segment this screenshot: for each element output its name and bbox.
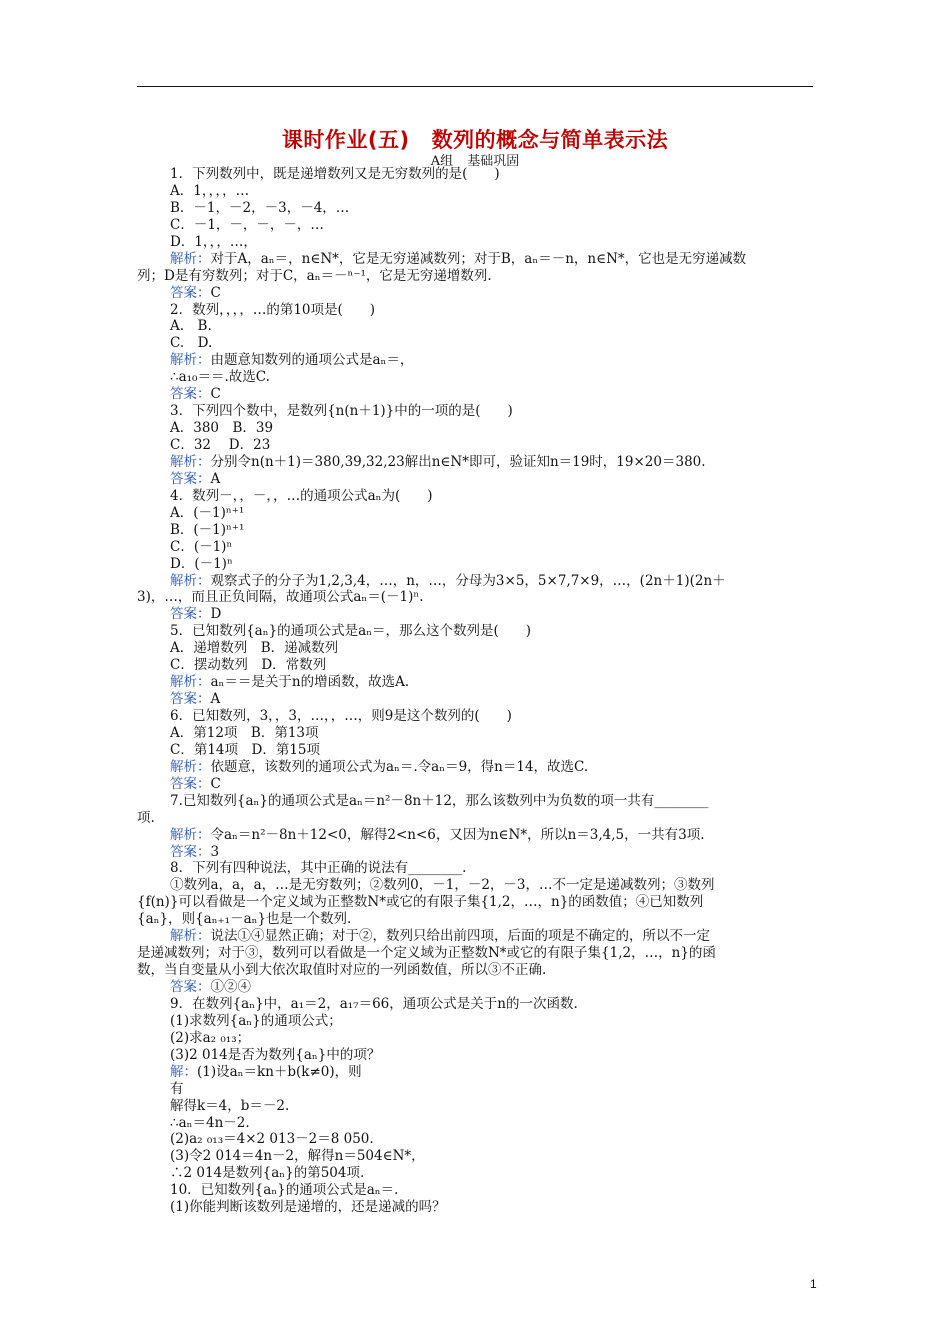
line-text: C: [210, 284, 221, 301]
analysis-label: 解析：: [170, 758, 211, 775]
text-line: [137, 420, 813, 437]
line-text: 由题意知数列的通项公式是aₙ＝，: [210, 352, 414, 369]
page-number: 1: [810, 1277, 817, 1291]
line-text: C. D.: [170, 335, 213, 352]
line-text: (2)求a₂ ₀₁₃；: [170, 1029, 251, 1046]
analysis-label: 解析：: [170, 250, 211, 267]
line-text: (1)设aₙ＝kn＋b(k≠0)，则: [197, 1063, 362, 1080]
text-line: [137, 522, 813, 539]
answer-label: 答案：: [170, 606, 211, 623]
text-line: [137, 217, 813, 234]
solution-label: 解：: [170, 1063, 197, 1080]
group-name: 基础巩固: [467, 154, 520, 169]
line-text: C．(－1)ⁿ: [170, 538, 233, 555]
text-line: [137, 166, 813, 183]
line-text: A. B.: [170, 318, 212, 335]
line-text: ①数列a，a，a，…是无穷数列；②数列0，－1，－2，－3，…不一定是递减数列；③数列: [170, 877, 715, 894]
answer-label: 答案：: [170, 284, 211, 301]
text-line: [137, 234, 813, 251]
line-text: A: [210, 470, 221, 487]
line-text: aₙ＝＝是关于n的增函数，故选A.: [210, 674, 410, 691]
answer-line: [137, 471, 813, 488]
line-text: C．第14项 D．第15项: [170, 741, 321, 758]
text-line: [137, 318, 813, 335]
line-text: ∴2 014是数列{aₙ}的第504项.: [170, 1165, 365, 1182]
text-line: [137, 1165, 813, 1182]
text-line: [137, 657, 813, 674]
analysis-line: [137, 674, 813, 691]
text-line: [137, 945, 813, 962]
line-text: C．32 D．23: [170, 437, 271, 453]
line-text: 3．下列四个数中，是数列{n(n＋1)}中的一项的是( ): [170, 403, 513, 420]
text-line: [137, 1182, 813, 1199]
text-line: [137, 200, 813, 217]
answer-line: [137, 606, 813, 623]
solution-line: [137, 1064, 813, 1081]
line-text: A．(－1)ⁿ⁺¹: [170, 504, 245, 521]
line-text: 3)，…，而且正负间隔，故通项公式aₙ＝(－1)ⁿ.: [137, 589, 424, 606]
text-line: [137, 877, 813, 894]
text-line: [137, 810, 813, 827]
analysis-line: [137, 759, 813, 776]
line-text: 3: [210, 843, 220, 860]
answer-line: [137, 776, 813, 793]
line-text: ∴a₁₀＝＝.故选C.: [170, 369, 270, 386]
line-text: (3)令2 014＝4n－2，解得n＝504∈N*，: [170, 1148, 425, 1165]
text-line: [137, 1131, 813, 1148]
line-text: A: [210, 691, 221, 708]
text-line: [137, 183, 813, 200]
answer-line: [137, 979, 813, 996]
answer-label: 答案：: [170, 775, 211, 792]
text-line: [137, 708, 813, 725]
text-line: [137, 793, 813, 810]
text-line: [137, 1115, 813, 1132]
line-text: 4．数列－，，－，，…的通项公式aₙ为( ): [170, 487, 433, 504]
line-text: 观察式子的分子为1,2,3,4，…，n，…，分母为3×5，5×7,7×9，…，(2n＋1)(2n＋: [210, 572, 726, 589]
line-text: 列；D是有穷数列；对于C，aₙ＝－ⁿ⁻¹，它是无穷递增数列.: [137, 267, 492, 284]
text-line: [137, 369, 813, 386]
text-line: [137, 1013, 813, 1030]
analysis-label: 解析：: [170, 572, 211, 589]
text-line: [137, 302, 813, 319]
line-text: D．(－1)ⁿ: [170, 555, 233, 572]
line-text: 令aₙ＝n²－8n＋12<0，解得2<n<6，又因为n∈N*，所以n＝3,4,5，一共有3项.: [210, 826, 705, 843]
text-line: [137, 725, 813, 742]
line-text: 是递减数列；对于③，数列可以看做是一个定义域为正整数N*或它的有限子集{1,2，…，n}的函: [137, 945, 716, 962]
line-text: C: [210, 775, 221, 792]
answer-label: 答案：: [170, 470, 211, 487]
line-text: 分别令n(n＋1)＝380,39,32,23解出n∈N*即可，验证知n＝19时，19×20＝380.: [210, 453, 706, 470]
line-text: (1)求数列{aₙ}的通项公式；: [170, 1012, 342, 1029]
text-line: [137, 437, 813, 454]
line-text: A．380 B．39: [170, 420, 274, 437]
line-text: ∴aₙ＝4n－2.: [170, 1114, 250, 1131]
text-line: [137, 996, 813, 1013]
line-text: {aₙ}，则{aₙ₊₁－aₙ}也是一个数列.: [137, 911, 352, 928]
text-line: [137, 268, 813, 285]
line-text: D．1，，，…，: [170, 233, 257, 250]
title-topic: 数列的概念与简单表示法: [431, 128, 669, 152]
line-text: 5．已知数列{aₙ}的通项公式是aₙ＝，那么这个数列是( ): [170, 623, 532, 640]
line-text: C．摆动数列 D．常数列: [170, 657, 327, 674]
line-text: A．递增数列 B．递减数列: [170, 640, 339, 657]
analysis-line: [137, 251, 813, 268]
line-text: 解得k＝4，b＝－2.: [170, 1097, 290, 1114]
line-text: D: [210, 606, 222, 623]
answer-line: [137, 285, 813, 302]
line-text: B．－1，－2，－3，－4，…: [170, 199, 350, 216]
text-line: [137, 505, 813, 522]
line-text: B．(－1)ⁿ⁺¹: [170, 521, 245, 538]
title-series: 课时作业(五): [281, 128, 410, 152]
line-text: 6．已知数列，3，，3，…，，…，则9是这个数列的( ): [170, 708, 512, 724]
text-line: [137, 962, 813, 979]
line-text: {f(n)}可以看做是一个定义域为正整数N*或它的有限子集{1,2，…，n}的函数值；④已知数列: [137, 894, 704, 911]
answer-label: 答案：: [170, 979, 211, 995]
text-line: [137, 911, 813, 928]
line-text: 项.: [137, 809, 155, 826]
analysis-line: [137, 928, 813, 945]
line-text: 有: [170, 1080, 184, 1097]
analysis-line: [137, 827, 813, 844]
line-text: 9．在数列{aₙ}中，a₁＝2，a₁₇＝66，通项公式是关于n的一次函数.: [170, 995, 578, 1012]
text-line: [137, 589, 813, 606]
line-text: 1．下列数列中，既是递增数列又是无穷数列的是( ): [170, 166, 500, 182]
answer-line: [137, 691, 813, 708]
analysis-label: 解析：: [170, 453, 211, 470]
analysis-label: 解析：: [170, 928, 211, 945]
answer-line: [137, 844, 813, 861]
analysis-label: 解析：: [170, 826, 211, 843]
text-line: [137, 640, 813, 657]
line-text: 数，当自变量从小到大依次取值时对应的一列函数值，所以③不正确.: [137, 962, 547, 979]
line-text: 8．下列有四种说法，其中正确的说法有________.: [170, 860, 467, 877]
text-line: [137, 1148, 813, 1165]
line-text: (1)你能判断该数列是递增的，还是递减的吗？: [170, 1199, 446, 1216]
group-label: A组: [430, 154, 454, 169]
text-line: [137, 1098, 813, 1115]
text-line: [137, 335, 813, 352]
line-text: 2．数列，，，，…的第10项是( ): [170, 301, 376, 318]
line-text: A．第12项 B．第13项: [170, 724, 319, 741]
text-line: [137, 1030, 813, 1047]
answer-label: 答案：: [170, 843, 211, 860]
line-text: (3)2 014是否为数列{aₙ}中的项？: [170, 1046, 381, 1063]
exercise-body: [137, 166, 813, 1216]
line-text: 10．已知数列{aₙ}的通项公式是aₙ＝.: [170, 1182, 399, 1199]
analysis-label: 解析：: [170, 352, 211, 369]
analysis-label: 解析：: [170, 674, 211, 691]
text-line: [137, 1047, 813, 1064]
header-rule: [137, 86, 813, 87]
line-text: C．－1，－，－，－，…: [170, 216, 324, 233]
analysis-line: [137, 352, 813, 369]
line-text: C: [210, 386, 221, 403]
line-text: 7.已知数列{aₙ}的通项公式是aₙ＝n²－8n＋12，那么该数列中为负数的项一共有________: [170, 792, 709, 809]
answer-label: 答案：: [170, 386, 211, 403]
text-line: [137, 860, 813, 877]
line-text: 依题意，该数列的通项公式为aₙ＝.令aₙ＝9，得n＝14，故选C.: [210, 758, 589, 775]
text-line: [137, 403, 813, 420]
text-line: [137, 894, 813, 911]
line-text: (2)a₂ ₀₁₃＝4×2 013－2＝8 050.: [170, 1131, 374, 1148]
line-text: 对于A，aₙ＝，n∈N*，它是无穷递减数列；对于B，aₙ＝－n，n∈N*，它也是无穷递减数: [210, 250, 747, 267]
answer-label: 答案：: [170, 691, 211, 708]
line-text: ①②④: [210, 979, 251, 995]
text-line: [137, 1081, 813, 1098]
text-line: [137, 623, 813, 640]
answer-line: [137, 386, 813, 403]
analysis-line: [137, 454, 813, 471]
line-text: 说法①④显然正确；对于②，数列只给出前四项，后面的项是不确定的，所以不一定: [210, 928, 710, 945]
text-line: [137, 742, 813, 759]
line-text: A．1，，，，…: [170, 182, 250, 199]
analysis-line: [137, 573, 813, 590]
text-line: [137, 488, 813, 505]
text-line: [137, 539, 813, 556]
text-line: [137, 1199, 813, 1216]
text-line: [137, 556, 813, 573]
